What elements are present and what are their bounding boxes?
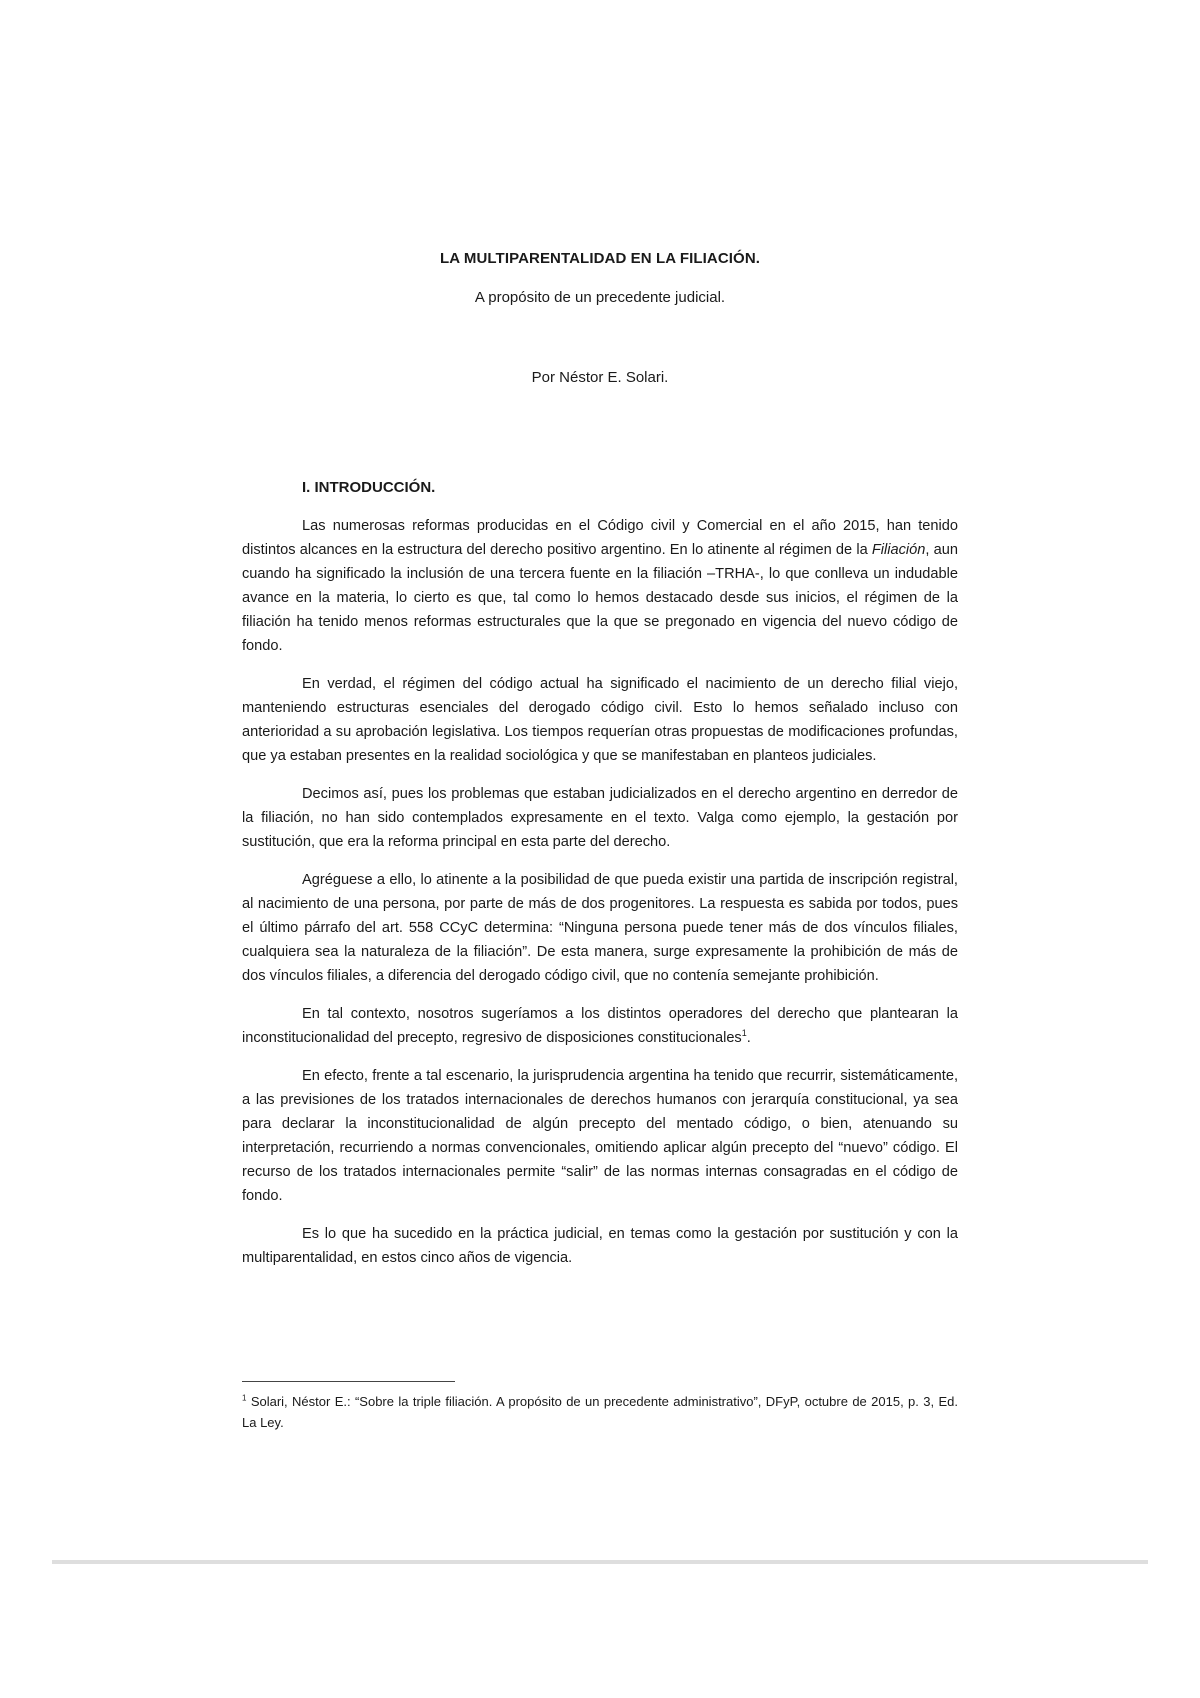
footnote-number: 1 [242, 1393, 247, 1403]
paragraph-5 [242, 1002, 958, 1050]
document-body [242, 478, 958, 1284]
document-author: Por Néstor E. Solari. [531, 369, 669, 386]
footnote [242, 1391, 958, 1433]
paragraph-text: , aun cuando ha significado la inclusión de una tercera fuente en la filiación –TRHA-, lo que conlleva un indudable avance en la materia, lo cierto es que, tal como lo hemos destacado desde sus inicios, el régimen de la filiación ha tenido menos reformas estructurales que la que se pregonado en vigencia del nuevo código de fondo. [242, 542, 958, 654]
document-title: LA MULTIPARENTALIDAD EN LA FILIACIÓN. [439, 250, 761, 267]
page-divider [52, 1560, 1148, 1564]
paragraph-1 [242, 514, 958, 658]
paragraph-text: . [746, 1030, 751, 1046]
paragraph-3: Decimos así, pues los problemas que estaban judicializados en el derecho argentino en derredor de la filiación, no han sido contemplados expresamente en el texto. Valga como ejemplo, la gestación por sustitución, que era la reforma principal en esta parte del derecho. [242, 786, 958, 850]
document-subtitle: A propósito de un precedente judicial. [474, 289, 726, 306]
paragraph-7: Es lo que ha sucedido en la práctica judicial, en temas como la gestación por sustitución y con la multiparentalidad, en estos cinco años de vigencia. [242, 1226, 958, 1266]
footnote-text: Solari, Néstor E.: “Sobre la triple filiación. A propósito de un precedente administrativo”, DFyP, octubre de 2015, p. 3, Ed. La Ley. [242, 1394, 958, 1430]
section-heading: I. INTRODUCCIÓN. [302, 479, 436, 496]
paragraph-6: En efecto, frente a tal escenario, la jurisprudencia argentina ha tenido que recurrir, sistemáticamente, a las previsiones de los tratados internacionales de derechos humanos con jerarquía constitucional, ya sea para declarar la inconstitucionalidad de algún precepto del mentado código, o bien, atenuando su interpretación, recurriendo a normas convencionales, omitiendo aplicar algún precepto del “nuevo” código. El recurso de los tratados internacionales permite “salir” de las normas internas consagradas en el código de fondo. [242, 1068, 958, 1204]
emphasis-text: Filiación [871, 542, 926, 558]
footnote-reference[interactable]: 1 [741, 1028, 747, 1039]
paragraph-text: Las numerosas reformas producidas en el Código civil y Comercial en el año 2015, han tenido distintos alcances en la estructura del derecho positivo argentino. En lo atinente al régimen de la [242, 518, 958, 558]
paragraph-4: Agréguese a ello, lo atinente a la posibilidad de que pueda existir una partida de inscripción registral, al nacimiento de una persona, por parte de más de dos progenitores. La respuesta es sabida por todos, pues el último párrafo del art. 558 CCyC determina: “Ninguna persona puede tener más de dos vínculos filiales, cualquiera sea la naturaleza de la filiación”. De esta manera, surge expresamente la prohibición de más de dos vínculos filiales, a diferencia del derogado código civil, que no contenía semejante prohibición. [242, 872, 958, 984]
footnote-separator [242, 1381, 455, 1382]
paragraph-text: En tal contexto, nosotros sugeríamos a los distintos operadores del derecho que plantearan la inconstitucionalidad del precepto, regresivo de disposiciones constitucionales [242, 1006, 958, 1046]
paragraph-2: En verdad, el régimen del código actual ha significado el nacimiento de un derecho filial viejo, manteniendo estructuras esenciales del derogado código civil. Esto lo hemos señalado incluso con anterioridad a su aprobación legislativa. Los tiempos requerían otras propuestas de modificaciones profundas, que ya estaban presentes en la realidad sociológica y que se manifestaban en planteos judiciales. [242, 676, 958, 764]
